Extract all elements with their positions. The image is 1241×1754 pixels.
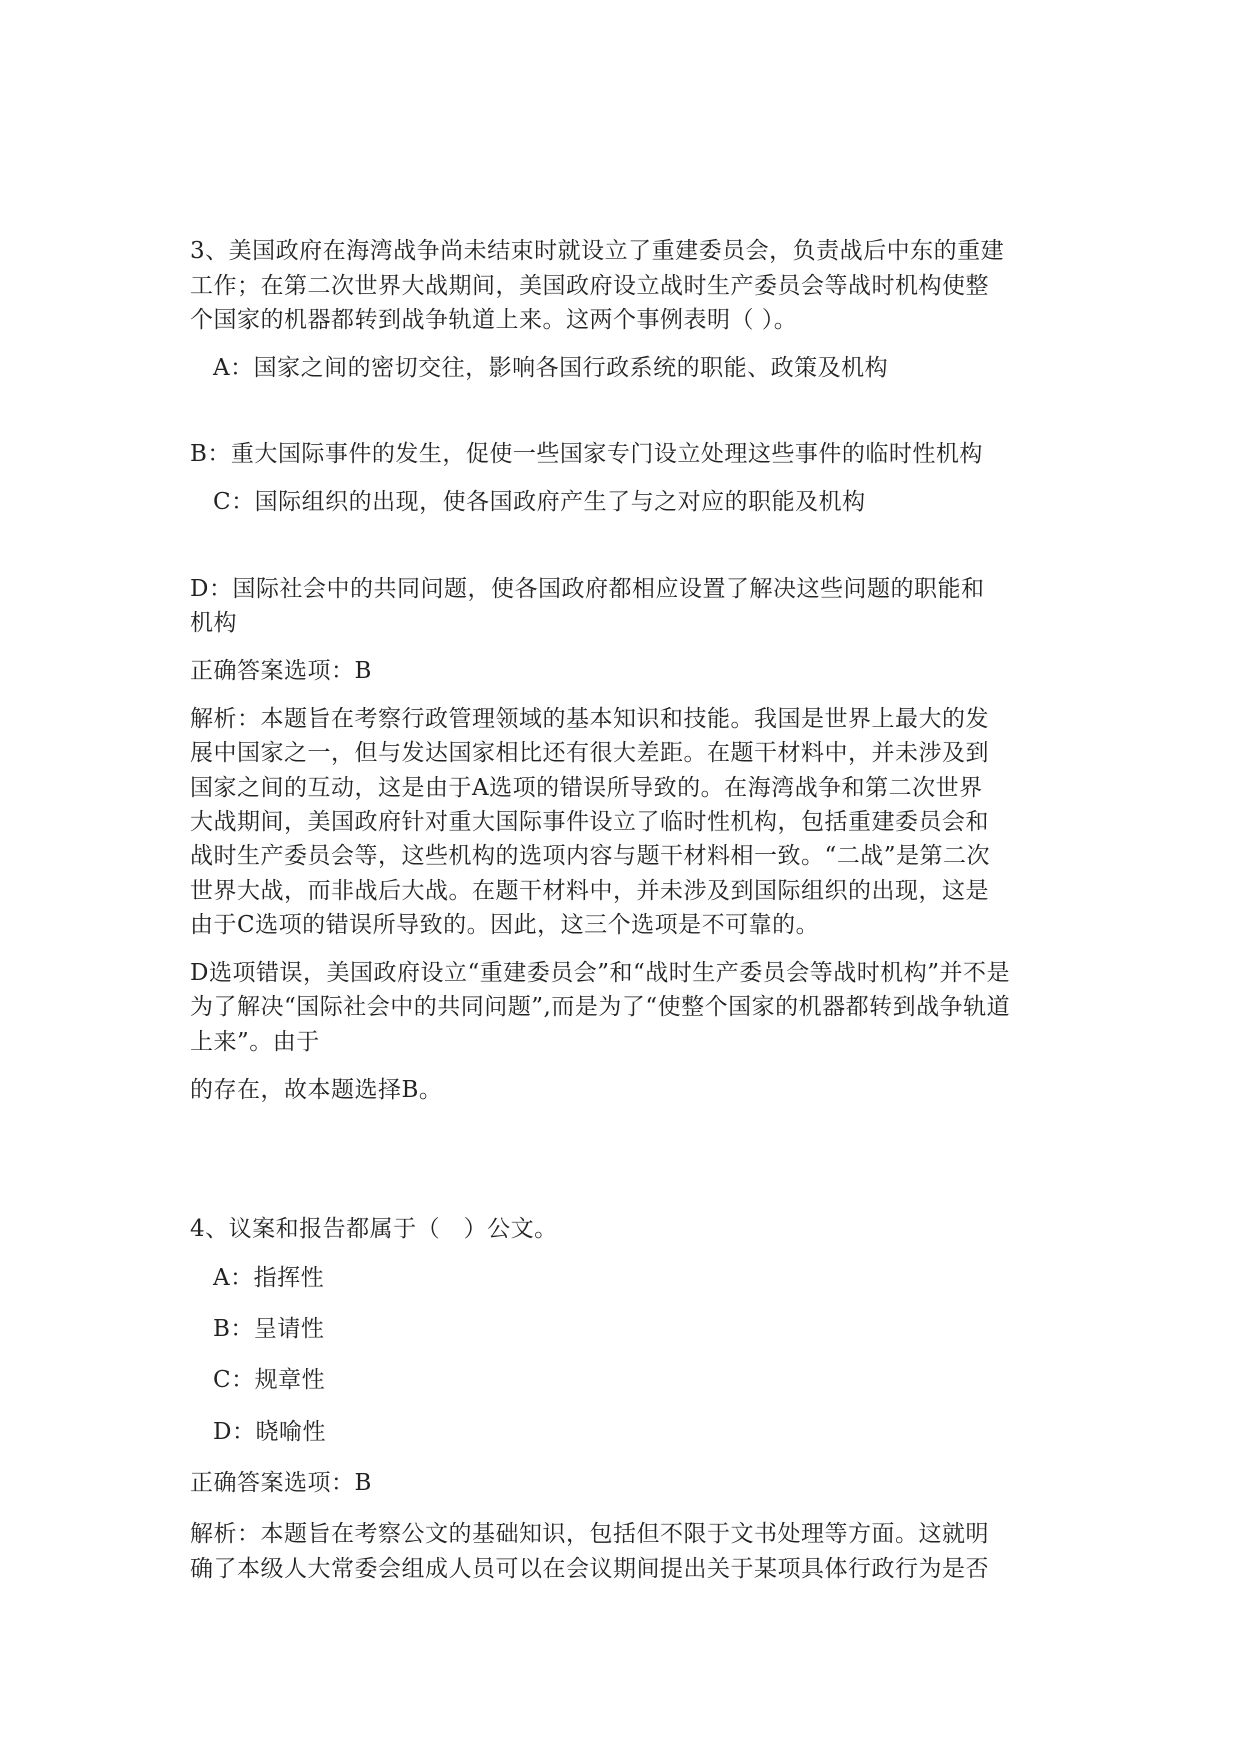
q3-option-c: C：国际组织的出现，使各国政府产生了与之对应的职能及机构 [213, 489, 866, 515]
q4-analysis-line-2: 确了本级人大常委会组成人员可以在会议期间提出关于某项具体行政行为是否 [190, 1556, 989, 1582]
q3-analysis-line-3: 国家之间的互动，这是由于A选项的错误所导致的。在海湾战争和第二次世界 [190, 775, 983, 801]
q3-analysis-line-5: 战时生产委员会等，这些机构的选项内容与题干材料相一致。“二战”是第二次 [190, 843, 991, 869]
q3-analysis-d-line-1: D选项错误，美国政府设立“重建委员会”和“战时生产委员会等战时机构”并不是 [190, 960, 1010, 986]
q3-option-d-line-1: D：国际社会中的共同问题，使各国政府都相应设置了解决这些问题的职能和 [190, 576, 985, 602]
q3-stem-line-2: 工作；在第二次世界大战期间，美国政府设立战时生产委员会等战时机构使整 [190, 273, 989, 299]
q3-stem-line-3: 个国家的机器都转到战争轨道上来。这两个事例表明（ ）。 [190, 307, 798, 333]
q3-analysis-end: 的存在，故本题选择B。 [190, 1077, 443, 1103]
q4-analysis-line-1: 解析：本题旨在考察公文的基础知识，包括但不限于文书处理等方面。这就明 [190, 1521, 989, 1547]
q3-option-a: A：国家之间的密切交往，影响各国行政系统的职能、政策及机构 [213, 355, 889, 381]
q3-analysis-line-6: 世界大战，而非战后大战。在题干材料中，并未涉及到国际组织的出现，这是 [190, 878, 989, 904]
q4-option-d: D：晓喻性 [213, 1419, 326, 1445]
q4-stem: 4、议案和报告都属于（ ）公文。 [190, 1216, 558, 1242]
q3-analysis-line-2: 展中国家之一，但与发达国家相比还有很大差距。在题干材料中，并未涉及到 [190, 740, 989, 766]
q3-answer: 正确答案选项：B [190, 658, 372, 684]
q3-option-b: B：重大国际事件的发生，促使一些国家专门设立处理这些事件的临时性机构 [190, 441, 983, 467]
q3-analysis-line-4: 大战期间，美国政府针对重大国际事件设立了临时性机构，包括重建委员会和 [190, 809, 989, 835]
q3-analysis-d-line-3: 上来”。由于 [190, 1029, 320, 1055]
q4-option-a: A：指挥性 [213, 1265, 325, 1291]
q4-option-c: C：规章性 [213, 1367, 326, 1393]
q3-analysis-line-1: 解析：本题旨在考察行政管理领域的基本知识和技能。我国是世界上最大的发 [190, 706, 989, 732]
q4-option-b: B：呈请性 [213, 1316, 325, 1342]
q3-option-d-line-2: 机构 [190, 610, 237, 636]
q3-stem-line-1: 3、美国政府在海湾战争尚未结束时就设立了重建委员会，负责战后中东的重建 [190, 238, 1005, 264]
q3-analysis-d-line-2: 为了解决“国际社会中的共同问题”,而是为了“使整个国家的机器都转到战争轨道 [190, 994, 1011, 1020]
q3-analysis-line-7: 由于C选项的错误所导致的。因此，这三个选项是不可靠的。 [190, 912, 820, 938]
q4-answer: 正确答案选项：B [190, 1470, 372, 1496]
